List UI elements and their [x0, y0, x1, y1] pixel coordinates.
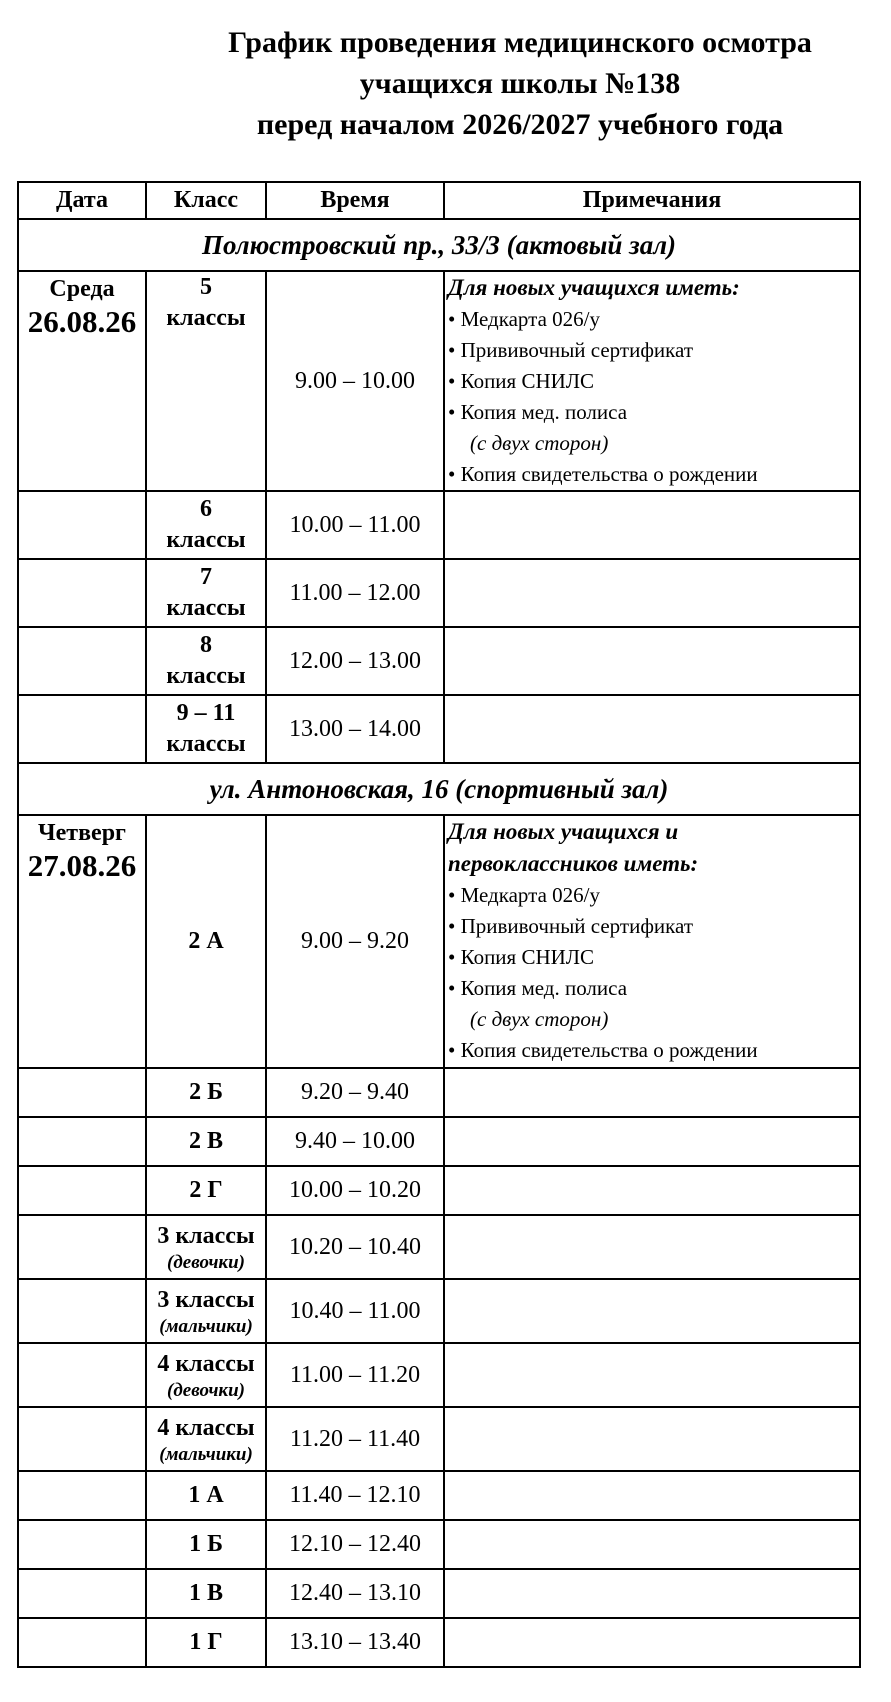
class-label: 4 классы [157, 1414, 255, 1441]
notes-cell [444, 1343, 860, 1407]
class-label: 1 В [188, 1580, 223, 1606]
title-line-3: перед началом 2026/2027 учебного года [256, 108, 784, 141]
class-cell [146, 1343, 266, 1407]
date-value: 27.08.26 [27, 848, 137, 883]
class-label: 8 [200, 632, 212, 658]
notes-cell [444, 1215, 860, 1279]
date-cell [18, 815, 146, 1068]
notes-item: • Копия свидетельства о рождении [448, 1038, 758, 1062]
class-label: 2 Б [189, 1079, 223, 1105]
class-sub-label: классы [166, 663, 246, 689]
date-cell [18, 491, 146, 559]
schedule-row [18, 559, 860, 627]
location-row [18, 763, 860, 815]
notes-cell [444, 815, 860, 1068]
class-cell [146, 815, 266, 1068]
class-cell [146, 1520, 266, 1569]
schedule-row [18, 1279, 860, 1343]
header-row [18, 182, 860, 219]
notes-heading: Для новых учащихся иметь: [448, 275, 740, 300]
schedule-row [18, 1471, 860, 1520]
date-cell [18, 559, 146, 627]
schedule-row [18, 695, 860, 763]
time-cell: 12.10 – 12.40 [266, 1520, 444, 1569]
class-label: 3 классы [157, 1222, 255, 1249]
date-cell [18, 1279, 146, 1343]
class-cell [146, 1569, 266, 1618]
notes-cell [444, 1520, 860, 1569]
notes-cell [444, 627, 860, 695]
time-cell: 10.00 – 11.00 [266, 491, 444, 559]
date-cell [18, 695, 146, 763]
class-label: 4 классы [157, 1350, 255, 1377]
time-cell: 10.40 – 11.00 [266, 1279, 444, 1343]
notes-cell [444, 491, 860, 559]
notes-item: • Медкарта 026/у [448, 883, 600, 907]
time-cell: 9.00 – 10.00 [266, 271, 444, 491]
class-label: 1 Г [189, 1629, 223, 1655]
date-cell [18, 1068, 146, 1117]
time-cell: 13.00 – 14.00 [266, 695, 444, 763]
class-cell [146, 1117, 266, 1166]
notes-cell [444, 1117, 860, 1166]
notes-cell [444, 1471, 860, 1520]
location-label: Полюстровский пр., 33/3 (актовый зал) [18, 219, 860, 271]
class-sub-label: (мальчики) [159, 1315, 253, 1337]
notes-item: • Прививочный сертификат [448, 338, 694, 362]
class-label: 2 В [188, 1128, 223, 1154]
time-cell: 11.40 – 12.10 [266, 1471, 444, 1520]
class-label: 6 [200, 496, 212, 522]
location-label: ул. Антоновская, 16 (спортивный зал) [18, 763, 860, 815]
notes-remark: (с двух сторон) [470, 1007, 609, 1031]
notes-item: • Копия СНИЛС [448, 945, 595, 969]
time-cell: 9.40 – 10.00 [266, 1117, 444, 1166]
class-cell [146, 559, 266, 627]
schedule-row [18, 1117, 860, 1166]
class-label: 3 классы [157, 1286, 255, 1313]
notes-cell [444, 559, 860, 627]
notes-item: • Копия свидетельства о рождении [448, 462, 758, 486]
document-title [150, 22, 890, 145]
notes-heading: первоклассников иметь: [448, 851, 699, 876]
schedule-row [18, 1343, 860, 1407]
date-cell [18, 1520, 146, 1569]
schedule-row [18, 491, 860, 559]
header-date: Дата [18, 182, 146, 219]
schedule-body [18, 219, 860, 1667]
schedule-row [18, 1215, 860, 1279]
class-label: 1 А [188, 1482, 224, 1508]
notes-cell [444, 1279, 860, 1343]
class-cell [146, 271, 266, 491]
class-sub-label: (мальчики) [159, 1443, 253, 1465]
notes-item: • Медкарта 026/у [448, 307, 600, 331]
schedule-row [18, 1569, 860, 1618]
class-label: 9 – 11 [176, 700, 236, 726]
class-cell [146, 1068, 266, 1117]
schedule-row [18, 1166, 860, 1215]
schedule-row [18, 1520, 860, 1569]
class-sub-label: классы [166, 527, 246, 553]
notes-cell [444, 1166, 860, 1215]
header-class: Класс [146, 182, 266, 219]
date-cell [18, 1166, 146, 1215]
schedule-row [18, 1068, 860, 1117]
date-cell [18, 1471, 146, 1520]
date-cell [18, 627, 146, 695]
notes-cell [444, 1569, 860, 1618]
class-label: 7 [200, 564, 212, 590]
date-cell [18, 1407, 146, 1471]
class-sub-label: классы [166, 595, 246, 621]
class-cell [146, 1279, 266, 1343]
date-cell [18, 1215, 146, 1279]
schedule-row [18, 815, 860, 1068]
class-cell [146, 695, 266, 763]
schedule-table [17, 181, 861, 1668]
class-cell [146, 491, 266, 559]
time-cell: 13.10 – 13.40 [266, 1618, 444, 1667]
date-cell [18, 1117, 146, 1166]
day-of-week: Среда [49, 276, 115, 302]
class-label: 5 [200, 274, 212, 300]
notes-item: • Прививочный сертификат [448, 914, 694, 938]
class-cell [146, 1471, 266, 1520]
class-label: 2 Г [189, 1177, 223, 1203]
time-cell: 11.20 – 11.40 [266, 1407, 444, 1471]
class-label: 2 А [188, 928, 224, 954]
notes-cell [444, 271, 860, 491]
class-sub-label: классы [166, 731, 246, 757]
time-cell: 10.00 – 10.20 [266, 1166, 444, 1215]
date-cell [18, 271, 146, 491]
date-cell [18, 1618, 146, 1667]
header-notes: Примечания [444, 182, 860, 219]
class-sub-label: (девочки) [167, 1379, 245, 1401]
schedule-row [18, 1618, 860, 1667]
notes-item: • Копия мед. полиса [448, 976, 628, 1000]
header-time: Время [266, 182, 444, 219]
notes-cell [444, 1068, 860, 1117]
time-cell: 11.00 – 11.20 [266, 1343, 444, 1407]
time-cell: 9.20 – 9.40 [266, 1068, 444, 1117]
notes-item: • Копия СНИЛС [448, 369, 595, 393]
time-cell: 11.00 – 12.00 [266, 559, 444, 627]
date-value: 26.08.26 [27, 304, 137, 339]
notes-cell [444, 1618, 860, 1667]
date-cell [18, 1343, 146, 1407]
time-cell: 10.20 – 10.40 [266, 1215, 444, 1279]
class-cell [146, 1407, 266, 1471]
class-cell [146, 627, 266, 695]
class-cell [146, 1618, 266, 1667]
title-line-1: График проведения медицинского осмотра [228, 26, 812, 59]
class-label: 1 Б [189, 1531, 223, 1557]
time-cell: 12.00 – 13.00 [266, 627, 444, 695]
notes-item: • Копия мед. полиса [448, 400, 628, 424]
time-cell: 12.40 – 13.10 [266, 1569, 444, 1618]
notes-cell [444, 695, 860, 763]
date-cell [18, 1569, 146, 1618]
notes-heading: Для новых учащихся и [448, 819, 679, 844]
class-sub-label: (девочки) [167, 1251, 245, 1273]
schedule-row [18, 271, 860, 491]
class-cell [146, 1215, 266, 1279]
schedule-row [18, 1407, 860, 1471]
notes-cell [444, 1407, 860, 1471]
class-sub-label: классы [166, 305, 246, 331]
notes-remark: (с двух сторон) [470, 431, 609, 455]
day-of-week: Четверг [38, 820, 126, 846]
schedule-row [18, 627, 860, 695]
location-row [18, 219, 860, 271]
title-line-2: учащихся школы №138 [359, 67, 681, 100]
time-cell: 9.00 – 9.20 [266, 815, 444, 1068]
class-cell [146, 1166, 266, 1215]
